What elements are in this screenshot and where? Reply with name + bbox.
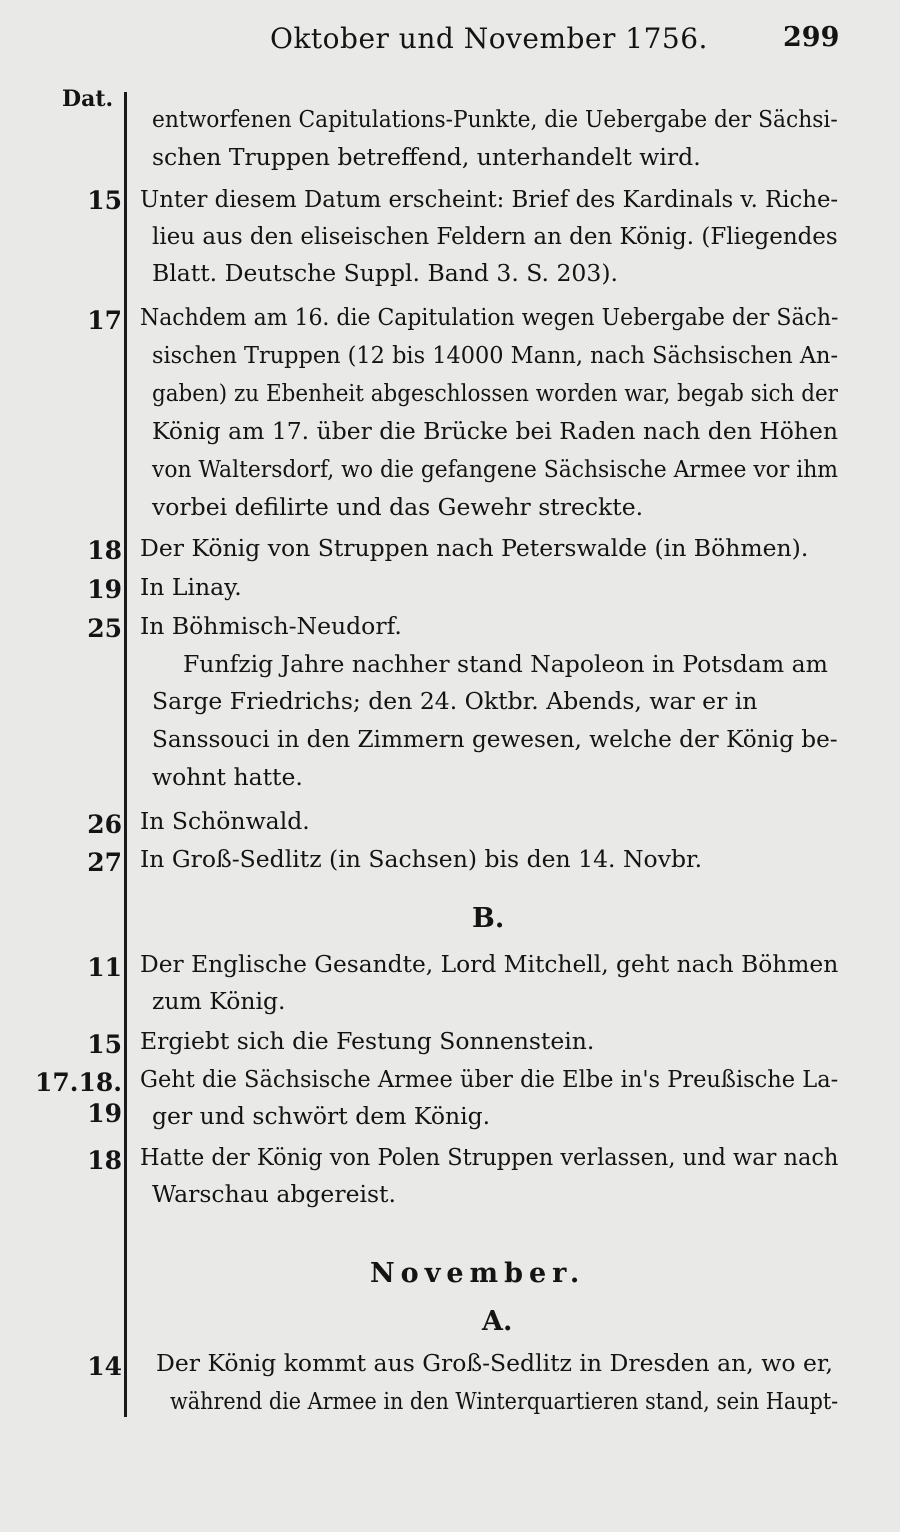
text-line: Nachdem am 16. die Capitulation wegen Uebergabe der Säch- (140, 303, 839, 331)
date-entry: 18 (87, 536, 122, 565)
text-line: lieu aus den eliseischen Feldern an den König. (Fliegendes (152, 222, 838, 250)
text-line: Sarge Friedrichs; den 24. Oktbr. Abends, war er in (152, 687, 758, 715)
date-entry: 19 (87, 575, 122, 604)
date-entry: 15 (87, 1030, 122, 1059)
text-line: gaben) zu Ebenheit abgeschlossen worden war, begab sich der (152, 379, 838, 407)
text-line: zum König. (152, 987, 286, 1015)
text-line: ger und schwört dem König. (152, 1102, 491, 1130)
text-line: In Böhmisch-Neudorf. (140, 612, 402, 640)
text-line: wohnt hatte. (152, 763, 303, 791)
date-entry: 25 (87, 614, 122, 643)
date-entry: 17.18. (35, 1068, 122, 1097)
column-rule (124, 92, 127, 1417)
text-line: während die Armee in den Winterquartieren stand, sein Haupt- (170, 1387, 839, 1415)
text-line: Sanssouci in den Zimmern gewesen, welche der König be- (152, 725, 838, 753)
date-entry: 11 (87, 953, 122, 982)
text-line: Geht die Sächsische Armee über die Elbe in's Preußische La- (140, 1065, 839, 1093)
page-number: 299 (783, 22, 840, 53)
text-line: Ergiebt sich die Festung Sonnenstein. (140, 1027, 595, 1055)
running-head (0, 18, 900, 58)
date-entry: 19 (87, 1099, 122, 1128)
text-line: Warschau abgereist. (152, 1180, 396, 1208)
date-entry: 26 (87, 810, 122, 839)
date-entry: 17 (87, 306, 122, 335)
text-line: sischen Truppen (12 bis 14000 Mann, nach Sächsischen An- (152, 341, 839, 369)
running-title: Oktober und November 1756. (270, 22, 708, 55)
text-line: In Linay. (140, 573, 242, 601)
text-line: In Schönwald. (140, 807, 310, 835)
date-column-label: Dat. (62, 86, 114, 112)
text-line: vorbei defilirte und das Gewehr streckte. (152, 493, 644, 521)
text-line: In Groß-Sedlitz (in Sachsen) bis den 14. Novbr. (140, 845, 703, 873)
section-heading-a: A. (482, 1306, 513, 1337)
text-line: Funfzig Jahre nachher stand Napoleon in Potsdam am (183, 650, 828, 678)
month-heading: November. (370, 1258, 586, 1289)
date-entry: 18 (87, 1146, 122, 1175)
text-line: Der König von Struppen nach Peterswalde (in Böhmen). (140, 534, 809, 562)
text-line: Der Englische Gesandte, Lord Mitchell, geht nach Böhmen (140, 950, 839, 978)
section-heading-b: B. (472, 903, 505, 934)
text-line: Unter diesem Datum erscheint: Brief des Kardinals v. Riche- (140, 185, 839, 213)
text-line: schen Truppen betreffend, unterhandelt wird. (152, 143, 701, 171)
date-entry: 27 (87, 848, 122, 877)
date-entry: 15 (87, 186, 122, 215)
text-line: von Waltersdorf, wo die gefangene Sächsische Armee vor ihm (152, 455, 838, 483)
text-line: Blatt. Deutsche Suppl. Band 3. S. 203). (152, 259, 618, 287)
text-line: Der König kommt aus Groß-Sedlitz in Dresden an, wo er, (156, 1349, 833, 1377)
text-line: Hatte der König von Polen Struppen verlassen, und war nach (140, 1143, 839, 1171)
text-line: König am 17. über die Brücke bei Raden nach den Höhen (152, 417, 838, 445)
date-entry: 14 (87, 1352, 122, 1381)
text-line: entworfenen Capitulations-Punkte, die Uebergabe der Sächsi- (152, 105, 838, 133)
